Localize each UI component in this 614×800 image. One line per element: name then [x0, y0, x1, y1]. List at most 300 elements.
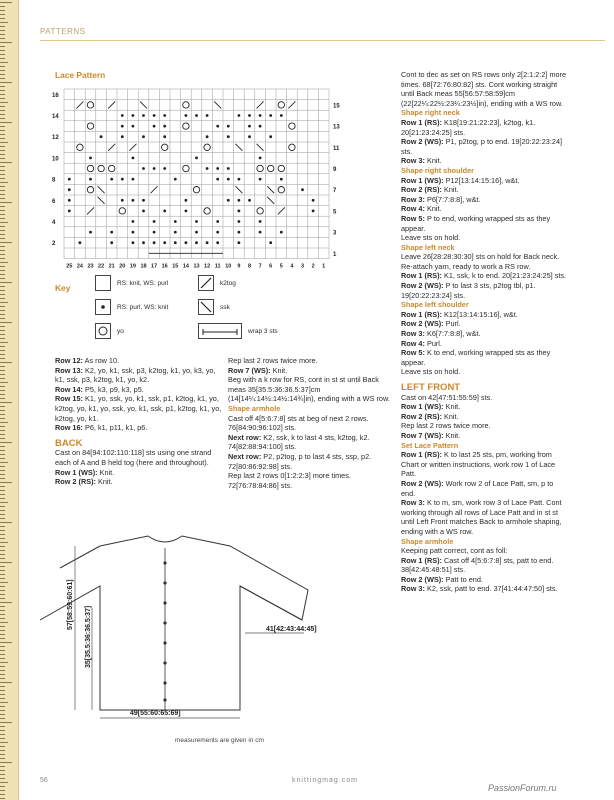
- ruler-tick: [0, 302, 8, 303]
- ruler-tick: [0, 338, 5, 339]
- purl-dot: [163, 125, 166, 128]
- row-12: Row 12: As row 10.: [55, 356, 120, 365]
- column-middle: [228, 356, 396, 490]
- purl-dot: [163, 210, 166, 213]
- chart-row-label: 15: [333, 103, 340, 110]
- purl-dot: [280, 114, 283, 117]
- k2tog-icon: [198, 275, 214, 291]
- ruler-tick: [0, 114, 5, 115]
- ruler-tick: [0, 410, 5, 411]
- ruler-tick: [0, 742, 8, 743]
- ruler-tick: [0, 138, 5, 139]
- ruler-tick: [0, 198, 5, 199]
- purl-dot: [259, 231, 262, 234]
- ruler-tick: [0, 130, 5, 131]
- ssk-slash: [140, 101, 147, 108]
- yo-circle: [183, 165, 189, 171]
- ruler-tick: [0, 222, 8, 223]
- ruler-tick: [0, 270, 5, 271]
- chart-col-label: 1: [322, 263, 326, 270]
- key-item-knit: RS: knit, WS: purl: [95, 275, 168, 291]
- purl-dot: [216, 241, 219, 244]
- ruler-tick: [0, 558, 5, 559]
- ruler-tick: [0, 466, 5, 467]
- ruler-tick: [0, 454, 5, 455]
- purl-dot: [153, 167, 156, 170]
- purl-dot: [185, 241, 188, 244]
- ruler-tick: [0, 402, 12, 403]
- chart-row-label: 1: [333, 251, 337, 258]
- section-tag: PATTERNS: [40, 27, 86, 36]
- purl-dot: [132, 199, 135, 202]
- ruler-tick: [0, 750, 5, 751]
- ruler-tick: [0, 122, 12, 123]
- k2tog-slash: [108, 101, 115, 108]
- next-row-1: Next row: K2, ssk, k to last 4 sts, k2tog, k2. 74[82:88:94:100] sts.: [228, 432, 370, 452]
- ruler-tick: [0, 482, 12, 483]
- ruler-tick: [0, 586, 5, 587]
- purl-dot: [185, 114, 188, 117]
- ruler-tick: [0, 778, 5, 779]
- purl-dot: [248, 135, 251, 138]
- purl-dot: [68, 210, 71, 213]
- ruler-tick: [0, 314, 5, 315]
- ruler-tick: [0, 526, 5, 527]
- purl-dot: [238, 220, 241, 223]
- ruler-tick: [0, 254, 5, 255]
- ruler-tick: [0, 674, 5, 675]
- ruler-tick: [0, 518, 5, 519]
- ruler-tick: [0, 330, 5, 331]
- ruler-tick: [0, 142, 8, 143]
- chart-col-label: 12: [204, 263, 211, 270]
- ruler-tick: [0, 106, 5, 107]
- ruler-tick: [0, 46, 5, 47]
- purl-dot: [132, 125, 135, 128]
- ruler-tick: [0, 118, 5, 119]
- purl-dot: [142, 167, 145, 170]
- purl-dot: [238, 178, 241, 181]
- ruler-tick: [0, 762, 12, 763]
- chart-row-label: 5: [333, 209, 337, 216]
- left-front-heading: LEFT FRONT: [401, 382, 461, 393]
- ruler-tick: [0, 42, 12, 43]
- ruler-tick: [0, 362, 12, 363]
- yo-circle: [204, 144, 210, 150]
- ruler-tick: [0, 374, 5, 375]
- ruler-tick: [0, 666, 5, 667]
- purl-dot: [89, 157, 92, 160]
- purl-dot: [216, 220, 219, 223]
- ruler-tick: [0, 258, 5, 259]
- row-13: Row 13: K2, yo, k1, ssk, p3, k2tog, k1, yo, k3, yo, k1, ssk, p3, k2tog, k1, yo, k2.: [55, 365, 216, 385]
- ruler-tick: [0, 242, 12, 243]
- ruler-tick: [0, 78, 5, 79]
- chart-col-label: 15: [172, 263, 179, 270]
- chart-col-label: 18: [140, 263, 147, 270]
- page-number: 56: [40, 777, 48, 784]
- chart-col-label: 4: [290, 263, 294, 270]
- purl-dot: [121, 125, 124, 128]
- ruler-tick: [0, 766, 5, 767]
- purl-dot: [248, 125, 251, 128]
- purl-dot: [227, 125, 230, 128]
- yo-circle: [119, 208, 125, 214]
- yo-circle: [278, 102, 284, 108]
- purl-dot: [195, 231, 198, 234]
- ruler-tick: [0, 174, 5, 175]
- ruler-tick: [0, 38, 5, 39]
- purl-dot: [269, 241, 272, 244]
- ruler-tick: [0, 782, 8, 783]
- yo-circle: [289, 123, 295, 129]
- cast-off-text: Cast off 4[5:6:7:8] sts at beg of next 2 rows. 76[84:90:96:102] sts.: [228, 413, 369, 433]
- ruler-tick: [0, 566, 5, 567]
- purl-dot: [163, 114, 166, 117]
- purl-dot: [132, 241, 135, 244]
- ruler-tick: [0, 158, 5, 159]
- ruler-tick: [0, 498, 5, 499]
- chart-col-label: 7: [258, 263, 262, 270]
- ssk-icon: [198, 299, 214, 315]
- ruler-tick: [0, 274, 5, 275]
- ruler-tick: [0, 718, 5, 719]
- ruler-tick: [0, 794, 5, 795]
- ruler-tick: [0, 358, 5, 359]
- chart-col-label: 19: [129, 263, 136, 270]
- purl-dot: [142, 199, 145, 202]
- ruler-tick: [0, 394, 5, 395]
- key-title: Key: [55, 283, 71, 293]
- chart-col-label: 13: [193, 263, 200, 270]
- ruler-tick: [0, 170, 5, 171]
- ruler-tick: [0, 154, 5, 155]
- ruler-tick: [0, 646, 5, 647]
- ruler-tick: [0, 738, 5, 739]
- ruler-tick: [0, 70, 5, 71]
- purl-dot: [312, 199, 315, 202]
- purl-dot: [227, 135, 230, 138]
- ruler-tick: [0, 798, 5, 799]
- ruler-tick: [0, 230, 5, 231]
- purl-dot: [142, 135, 145, 138]
- ruler-tick: [0, 210, 5, 211]
- purl-dot: [153, 231, 156, 234]
- chart-row-label: 2: [52, 241, 56, 248]
- purl-dot: [89, 178, 92, 181]
- ruler-tick: [0, 238, 5, 239]
- purl-dot: [238, 210, 241, 213]
- ssk-slash: [98, 186, 105, 193]
- watermark: PassionForum.ru: [488, 783, 557, 793]
- ruler-tick: [0, 58, 5, 59]
- ruler-tick: [0, 442, 12, 443]
- ruler-tick: [0, 22, 8, 23]
- k2tog-slash: [288, 101, 295, 108]
- chart-row-label: 14: [52, 114, 59, 120]
- chart-row-label: 3: [333, 230, 337, 237]
- purl-dot: [216, 167, 219, 170]
- ruler-tick: [0, 446, 5, 447]
- ruler-tick: [0, 134, 5, 135]
- key-item-wrap: wrap 3 sts: [198, 323, 278, 339]
- ruler-tick: [0, 346, 5, 347]
- height-total-label: 57[58:59:60:61]: [67, 579, 74, 630]
- ruler-tick: [0, 574, 5, 575]
- ssk-slash: [267, 197, 274, 204]
- ruler-tick: [0, 486, 5, 487]
- ruler-tick: [0, 682, 12, 683]
- purl-dot: [153, 114, 156, 117]
- purl-dot: [163, 167, 166, 170]
- chart-col-label: 6: [269, 263, 273, 270]
- purl-dot: [259, 125, 262, 128]
- purl-dot: [142, 114, 145, 117]
- ruler-tick: [0, 642, 12, 643]
- lace-chart: [50, 85, 350, 270]
- ruler-tick: [0, 714, 5, 715]
- ruler-tick: [0, 770, 5, 771]
- yo-circle: [77, 144, 83, 150]
- sleeve-length-label: 41[42:43:44:45]: [266, 626, 317, 633]
- height-body-label: 35[35.5:36:36.5:37]: [85, 605, 92, 668]
- wrap-3-sts-icon: [198, 323, 242, 339]
- ruler-tick: [0, 202, 12, 203]
- purl-dot: [259, 220, 262, 223]
- ruler-tick: [0, 774, 5, 775]
- ruler-tick: [0, 554, 5, 555]
- site-url: knittingmag.com: [292, 777, 358, 784]
- purl-dot: [206, 135, 209, 138]
- ruler-tick: [0, 422, 8, 423]
- ssk-slash: [214, 101, 221, 108]
- key-item-purl: RS: purl, WS: knit: [95, 299, 168, 315]
- purl-dot: [216, 231, 219, 234]
- ruler-tick: [0, 478, 5, 479]
- purl-dot: [68, 178, 71, 181]
- chart-col-label: 25: [66, 263, 73, 270]
- purl-dot: [110, 178, 113, 181]
- purl-dot: [238, 114, 241, 117]
- ruler-tick: [0, 318, 5, 319]
- purl-dot: [238, 241, 241, 244]
- purl-dot: [153, 220, 156, 223]
- ruler-tick: [0, 462, 8, 463]
- ruler-tick: [0, 542, 8, 543]
- yo-circle: [289, 144, 295, 150]
- ruler-tick: [0, 206, 5, 207]
- ruler-tick: [0, 506, 5, 507]
- ruler-tick: [0, 150, 5, 151]
- ruler-tick: [0, 650, 5, 651]
- column-left: [55, 356, 225, 487]
- ruler-tick: [0, 490, 5, 491]
- ruler-tick: [0, 334, 5, 335]
- ruler-tick: [0, 110, 5, 111]
- purl-dot: [153, 241, 156, 244]
- lace-pattern-title: Lace Pattern: [55, 70, 106, 80]
- ruler-tick: [0, 458, 5, 459]
- rep-text: Rep last 2 rows twice more.: [228, 356, 318, 365]
- ruler-tick: [0, 86, 5, 87]
- ruler-tick: [0, 626, 5, 627]
- ruler-tick: [0, 602, 12, 603]
- st-st-text: Beg with a k row for RS, cont in st st until Back meas 35[35.5:36:36.5:37]cm (14[14¼:14½:14½:14¾]in), ending with a WS row.: [228, 375, 390, 404]
- ruler-tick: [0, 370, 5, 371]
- ruler-tick: [0, 186, 5, 187]
- yo-circle: [98, 165, 104, 171]
- row-14: Row 14: P5, k3, p9, k3, p5.: [55, 384, 144, 394]
- chart-col-label: 2: [311, 263, 315, 270]
- ruler-tick: [0, 722, 12, 723]
- chart-row-label: 13: [333, 124, 340, 131]
- ruler-tick: [0, 234, 5, 235]
- ruler-tick: [0, 354, 5, 355]
- ruler-tick: [0, 50, 5, 51]
- ruler-tick: [0, 298, 5, 299]
- column-right: Cont to dec as set on RS rows only 2[2:1:2:2] more times. 68[72:76:80:82] sts. Cont working straight until Back meas 55[56:57:58:59]cm (22[22¼:22½:23¼:23½]in), ending with a WS row. Shape right neck Row 1 (RS): K18[19:21:22:23], k2tog, k1. 20[21:23:24:25] sts. Row 2 (WS): P1, p2tog, p to end. 19[20:22:23:24] sts. Row 3: Knit. Shape right shoulder Row 1 (WS): P12[13:14:15:16], w&t. Row 2 (RS): Knit. Row 3: P6[7:7:8:8], w&t. Row 4: Knit. Row 5: P to end, working wrapped sts as they appear. Leave sts on hold. Shape left neck Leave 26[28:28:30:30] sts on hold for Back neck. Re-attach yarn, ready to work a RS row. Row 1 (RS): K1, ssk, k to end. 20[21:23:24:25] sts. Row 2 (WS): P to last 3 sts, p2tog tbl, p1. 19[20:22:23:24] sts. Shape left shoulder Row 1 (RS): K12[13:14:15:16], w&t. Row 2 (WS): Purl. Row 3: K6[7:7:8:8], w&t. Row 4: Purl. Row 5: K to end, working wrapped sts as they appear. Leave sts on hold. LEFT FRONT Cast on 42[47:51:55:59] sts. Row 1 (WS): Knit. Row 2 (RS): Knit. Rep last 2 rows twice more. Row 7 (WS): Knit. Set Lace Pattern Row 1 (RS): K to last 25 sts, pm, working from Chart or written instructions, work row 1 of Lace Patt. Row 2 (WS): Work row 2 of Lace Patt, sm, p to end. Row 3: K to m, sm, work row 3 of Lace Patt. Cont working through all rows of Lace Patt and in st st until Left Front matches Back to armhole shaping, ending with a WS row. Shape armhole Keeping patt correct, cont as foll: Row 1 (RS): Cast off 4[5:6:7:8] sts, patt to end. 38[42:45:48:51] sts. Row 2 (WS): Patt to end. Row 3: K2, ssk, patt to end. 37[41:44:47:50] sts.: [401, 70, 569, 594]
- back-text: Cast on 84[94:102:110:118] sts using one strand each of A and B held tog (here and throughout).: [55, 448, 212, 467]
- purl-dot: [227, 167, 230, 170]
- cardigan-schematic: [67, 528, 390, 728]
- shape-left-shoulder-heading: Shape left shoulder: [401, 300, 469, 310]
- chart-row-label: 10: [52, 156, 59, 163]
- ruler-tick: [0, 514, 5, 515]
- ssk-slash: [267, 186, 274, 193]
- ruler-tick: [0, 522, 12, 523]
- purl-dot: [110, 241, 113, 244]
- purl-dot: [132, 231, 135, 234]
- ruler-tick: [0, 746, 5, 747]
- back-row-1: Row 1 (WS): Knit.: [55, 467, 115, 477]
- purl-dot: [301, 188, 304, 191]
- yo-circle: [87, 187, 93, 193]
- chart-row-label: 12: [52, 135, 59, 142]
- ruler-tick: [0, 678, 5, 679]
- ruler-tick: [0, 710, 5, 711]
- ruler-tick: [0, 54, 5, 55]
- ruler-tick: [0, 10, 5, 11]
- chart-row-label: 9: [333, 167, 337, 173]
- blank-square-icon: [95, 275, 111, 291]
- ruler-tick: [0, 286, 5, 287]
- purl-dot: [248, 199, 251, 202]
- ruler-tick: [0, 618, 5, 619]
- purl-dot: [280, 231, 283, 234]
- chart-col-label: 11: [214, 263, 221, 270]
- armhole-heading: Shape armhole: [228, 403, 281, 413]
- purl-dot: [259, 114, 262, 117]
- chart-row-label: 11: [333, 145, 340, 152]
- shape-armhole-heading: Shape armhole: [401, 536, 454, 546]
- ruler-tick: [0, 6, 5, 7]
- k2tog-slash: [278, 207, 285, 214]
- purl-dot: [195, 157, 198, 160]
- ruler-tick: [0, 662, 8, 663]
- key-item-k2tog: k2tog: [198, 275, 236, 291]
- ruler-tick: [0, 670, 5, 671]
- set-lace-pattern-heading: Set Lace Pattern: [401, 440, 459, 450]
- ruler-tick: [0, 546, 5, 547]
- ruler-tick: [0, 786, 5, 787]
- next-row-2: Next row: P2, p2tog, p to last 4 sts, ssp, p2. 72[80:86:92:98] sts.: [228, 451, 372, 471]
- purl-dot: [132, 178, 135, 181]
- ruler-tick: [0, 562, 12, 563]
- ruler-tick: [0, 126, 5, 127]
- ruler-tick: [0, 306, 5, 307]
- ruler-tick: [0, 726, 5, 727]
- ruler-tick: [0, 694, 5, 695]
- ruler-tick: [0, 606, 5, 607]
- ruler-tick: [0, 2, 12, 3]
- ruler-tick: [0, 706, 5, 707]
- ruler-tick: [0, 658, 5, 659]
- ruler-tick: [0, 214, 5, 215]
- purl-dot: [174, 178, 177, 181]
- ruler-tick: [0, 398, 5, 399]
- ruler-tick: [0, 534, 5, 535]
- ruler-tick: [0, 182, 8, 183]
- purl-dot: [89, 231, 92, 234]
- ruler-tick: [0, 690, 5, 691]
- ruler-tick: [0, 378, 5, 379]
- back-heading: BACK: [55, 437, 83, 449]
- ruler-tick: [0, 430, 5, 431]
- purl-dot: [163, 135, 166, 138]
- purl-dot: [142, 241, 145, 244]
- ssk-slash: [257, 144, 264, 151]
- purl-dot: [79, 241, 82, 244]
- ruler-tick: [0, 510, 5, 511]
- ruler-tick: [0, 282, 12, 283]
- ruler-tick: [0, 590, 5, 591]
- purl-dot: [132, 157, 135, 160]
- yo-circle: [257, 165, 263, 171]
- ruler-tick: [0, 594, 5, 595]
- purl-dot: [280, 178, 283, 181]
- ruler-tick: [0, 290, 5, 291]
- ruler-tick: [0, 418, 5, 419]
- purl-dot: [163, 241, 166, 244]
- ruler-tick: [0, 530, 5, 531]
- ruler-tick: [0, 326, 5, 327]
- chart-col-label: 9: [237, 263, 241, 270]
- purl-dot: [195, 241, 198, 244]
- chart-col-label: 17: [151, 263, 158, 270]
- purl-dot: [121, 178, 124, 181]
- purl-dot: [269, 114, 272, 117]
- purl-dot: [259, 178, 262, 181]
- ruler-tick: [0, 98, 5, 99]
- rep-more-text: Rep last 2 rows 0[1:2:2:3] more times. 72[76:78:84:86] sts.: [228, 471, 351, 490]
- ruler-tick: [0, 226, 5, 227]
- header-rule: [40, 40, 605, 41]
- yo-circle: [268, 165, 274, 171]
- ruler-tick: [0, 190, 5, 191]
- k2tog-slash: [87, 207, 94, 214]
- chart-row-label: 8: [52, 177, 56, 184]
- chart-col-label: 14: [182, 263, 189, 270]
- row-16: Row 16: P6, k1, p11, k1, p6.: [55, 423, 148, 433]
- ruler-tick: [0, 382, 8, 383]
- chart-col-label: 23: [87, 263, 94, 270]
- ruler-tick: [0, 698, 5, 699]
- purl-dot: [227, 178, 230, 181]
- ruler-tick: [0, 702, 8, 703]
- ruler-tick: [0, 502, 8, 503]
- ruler-tick: [0, 734, 5, 735]
- ruler-tick: [0, 90, 5, 91]
